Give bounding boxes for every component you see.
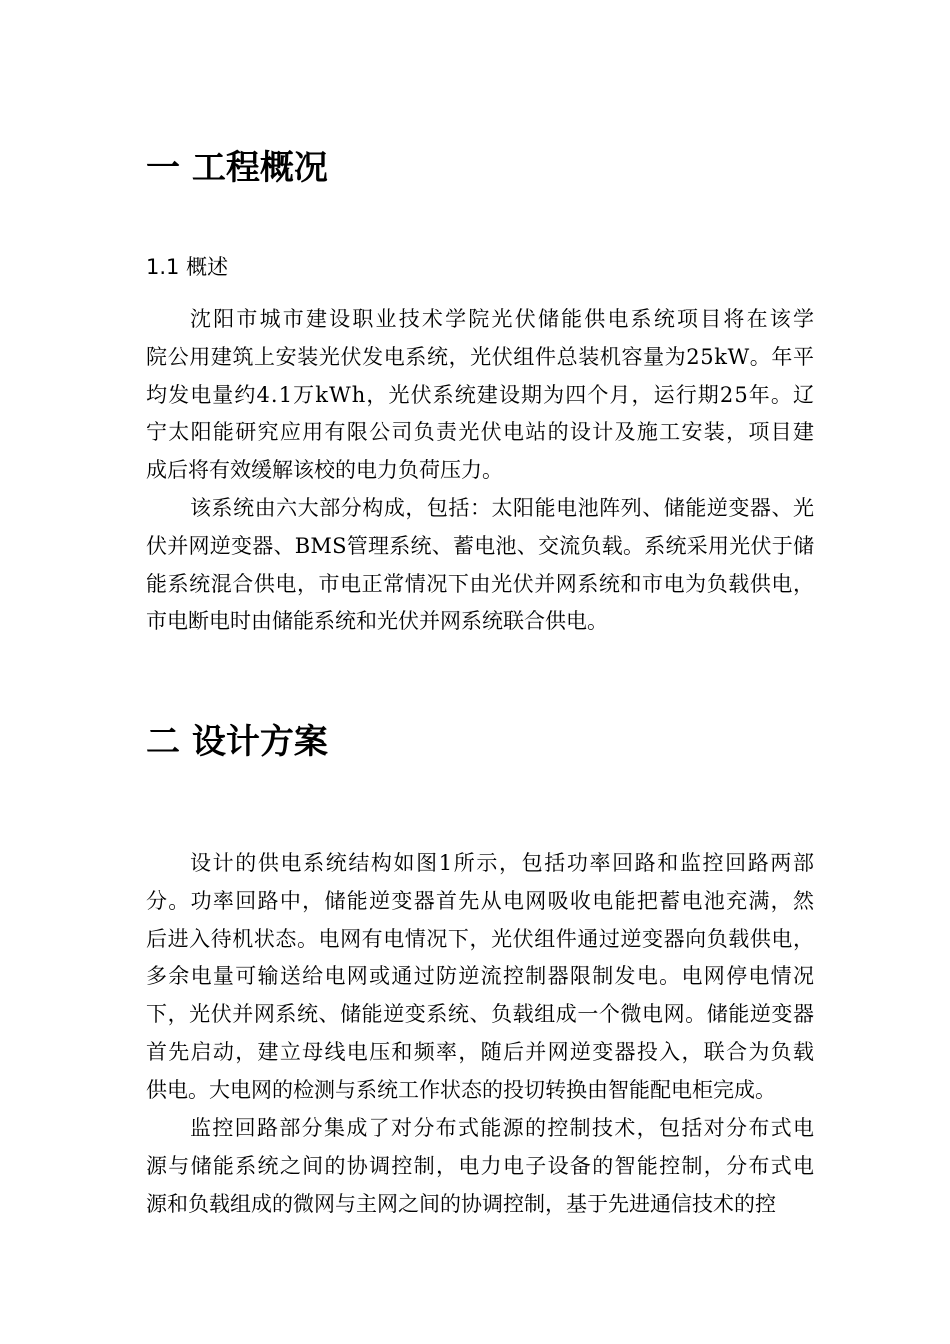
overview-paragraph-2 (146, 490, 814, 641)
text-line: 宁太阳能研究应用有限公司负责光伏电站的设计及施工安装，项目建 (146, 420, 816, 445)
text-line: 沈阳市城市建设职业技术学院光伏储能供电系统项目将在该学 (190, 307, 817, 331)
text-line: 能系统混合供电，市电正常情况下由光伏并网系统和市电为负载供电， (146, 571, 815, 596)
text-line: 设计的供电系统结构如图1所示，包括功率回路和监控回路两部 (190, 851, 816, 875)
subsection-heading-summary: 1.1 概述 (146, 255, 229, 279)
text-line: 市电断电时由储能系统和光伏并网系统联合供电。 (146, 609, 608, 634)
text-line: 成后将有效缓解该校的电力负荷压力。 (146, 458, 503, 483)
text-line: 伏并网逆变器、BMS管理系统、蓄电池、交流负载。系统采用光伏于储 (146, 533, 815, 558)
overview-paragraph-1 (146, 301, 817, 490)
text-line: 下，光伏并网系统、储能逆变系统、负载组成一个微电网。储能逆变器 (146, 1002, 815, 1027)
text-line: 源与储能系统之间的协调控制，电力电子设备的智能控制，分布式电 (146, 1153, 816, 1178)
text-line: 源和负载组成的微网与主网之间的协调控制，基于先进通信技术的控 (146, 1191, 776, 1216)
text-line: 首先启动，建立母线电压和频率，随后并网逆变器投入，联合为负载 (146, 1039, 816, 1064)
text-line: 后进入待机状态。电网有电情况下，光伏组件通过逆变器向负载供电， (146, 926, 815, 951)
text-line: 监控回路部分集成了对分布式能源的控制技术，包括对分布式电 (190, 1116, 816, 1140)
text-line: 多余电量可输送给电网或通过防逆流控制器限制发电。电网停电情况 (146, 964, 816, 989)
design-paragraph-1 (146, 845, 814, 1110)
section-heading-design: 二 设计方案 (146, 722, 328, 762)
text-line: 分。功率回路中，储能逆变器首先从电网吸收电能把蓄电池充满，然 (146, 888, 816, 913)
text-line: 均发电量约4.1万kWh，光伏系统建设期为四个月，运行期25年。辽 (146, 382, 816, 407)
text-line: 供电。大电网的检测与系统工作状态的投切转换由智能配电柜完成。 (146, 1077, 776, 1102)
design-paragraph-2 (146, 1110, 814, 1223)
section-heading-overview: 一 工程概况 (146, 148, 328, 188)
text-line: 院公用建筑上安装光伏发电系统，光伏组件总装机容量为25kW。年平 (146, 344, 815, 369)
text-line: 该系统由六大部分构成，包括：太阳能电池阵列、储能逆变器、光 (190, 496, 815, 520)
